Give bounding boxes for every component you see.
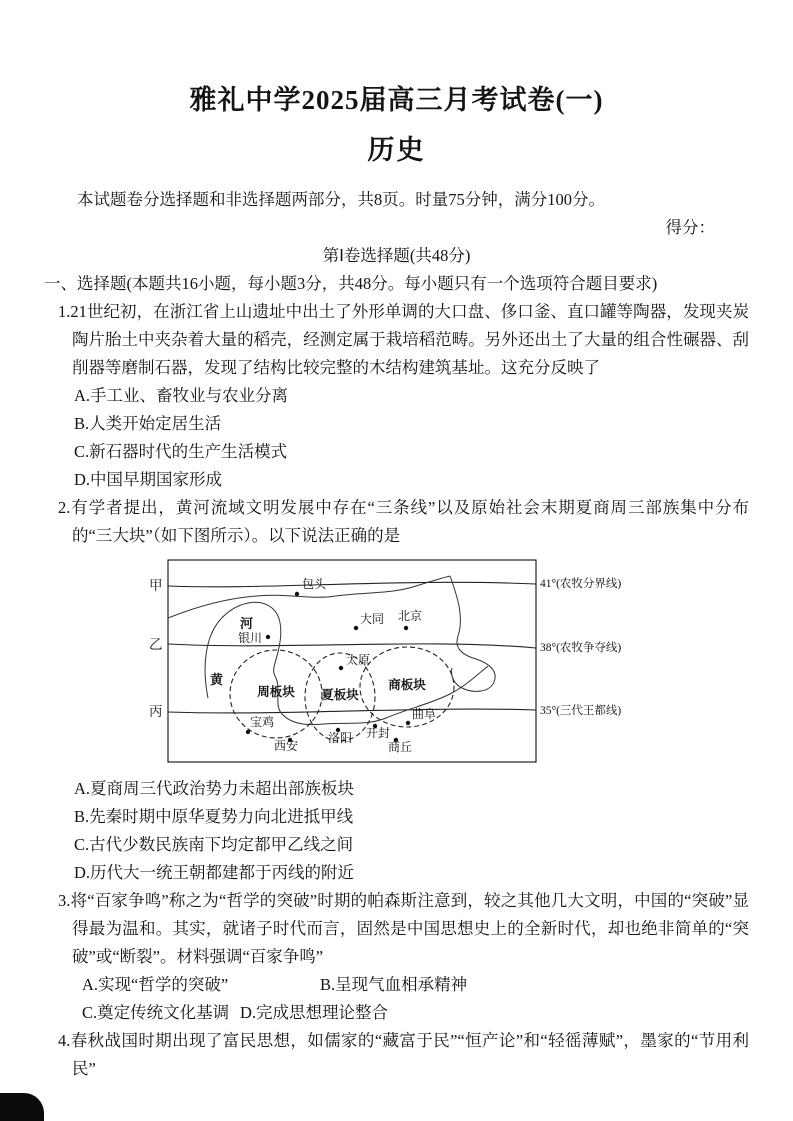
- dot-yinchuan: [266, 635, 270, 639]
- question-2: [44, 494, 749, 887]
- question-1-option-b: B.人类开始定居生活: [74, 414, 222, 433]
- exam-intro: 本试题卷分选择题和非选择题两部分，共8页。时量75分钟，满分100分。: [77, 190, 605, 209]
- map-figure: [144, 556, 646, 775]
- question-2-option-c: C.古代少数民族南下均定都甲乙线之间: [74, 835, 354, 854]
- question-1: [44, 298, 749, 494]
- question-4-stem: 4.春秋战国时期出现了富民思想，如儒家的“藏富于民”“恒产论”和“轻徭薄赋”，墨家的“节用利民”: [58, 1031, 749, 1078]
- question-3-option-d: D.完成思想理论整合: [240, 1003, 389, 1022]
- label-shang-block: 商板块: [388, 678, 426, 692]
- label-35-line: 35°(三代王都线): [540, 705, 622, 717]
- label-jia: 甲: [149, 578, 163, 593]
- label-river-he: 河: [240, 616, 254, 631]
- dot-qufu: [406, 721, 410, 725]
- label-baotou: 包头: [302, 577, 327, 591]
- question-1-option-a: A.手工业、畜牧业与农业分离: [74, 386, 289, 405]
- question-2-option-d: D.历代大一统王朝都建都于丙线的附近: [74, 863, 355, 882]
- score-label: 得分：: [665, 218, 715, 237]
- question-3-stem: 3.将“百家争鸣”称之为“哲学的突破”时期的帕森斯注意到，较之其他几大文明，中国的“突破”显得最为温和。其实，就诸子时代而言，固然是中国思想史上的全新时代，却也绝非简单的“突破”或“断裂”。材料强调“百家争鸣”: [58, 891, 749, 966]
- label-kaifeng: 开封: [366, 726, 391, 740]
- coastline: [450, 576, 495, 691]
- label-bing: 丙: [149, 704, 163, 719]
- question-3-option-c: C.奠定传统文化基调: [82, 1003, 230, 1022]
- question-3-options-row-2: [44, 999, 749, 1027]
- line-yi: [168, 644, 536, 648]
- label-shangqiu: 商丘: [388, 740, 413, 754]
- question-3-option-b: B.呈现气血相承精神: [320, 975, 468, 994]
- dot-datong: [354, 626, 358, 630]
- question-1-stem: 1.21世纪初，在浙江省上山遗址中出土了外形单调的大口盘、侈口釜、直口罐等陶器，发现夹炭陶片胎土中夹杂着大量的稻壳，经测定属于栽培稻范畴。另外还出土了大量的组合性碾器、刮削器等磨制石器，发现了结构比较完整的木结构建筑基址。这充分反映了: [58, 302, 749, 377]
- dot-taiyuan: [339, 666, 343, 670]
- question-3-options-row-1: [44, 971, 749, 999]
- label-yi: 乙: [149, 637, 163, 652]
- label-luoyang: 洛阳: [328, 731, 353, 745]
- label-41-line: 41°(农牧分界线): [540, 578, 622, 590]
- dot-beijing: [404, 626, 408, 630]
- line-bing: [168, 709, 536, 713]
- label-river-huang: 黄: [210, 672, 224, 687]
- exam-subject: 历史: [367, 135, 426, 165]
- label-qufu: 曲阜: [412, 707, 437, 721]
- section-instruction: 一、选择题(本题共16小题，每小题3分，共48分。每小题只有一个选项符合题目要求): [44, 274, 658, 293]
- question-3-option-a: A.实现“哲学的突破”: [82, 975, 229, 994]
- label-taiyuan: 太原: [346, 653, 371, 667]
- label-yinchuan: 银川: [238, 631, 263, 645]
- question-2-option-b: B.先秦时期中原华夏势力向北进抵甲线: [74, 807, 354, 826]
- label-beijing: 北京: [398, 609, 423, 623]
- label-datong: 大同: [360, 612, 385, 626]
- dot-baoji: [246, 730, 250, 734]
- line-jia: [168, 582, 536, 587]
- question-4: [44, 1027, 749, 1083]
- exam-title: 雅礼中学2025届高三月考试卷(一): [189, 85, 604, 115]
- label-xian: 西安: [274, 739, 299, 753]
- question-1-option-d: D.中国早期国家形成: [74, 470, 223, 489]
- label-zhou-block: 周板块: [257, 685, 295, 699]
- question-1-option-c: C.新石器时代的生产生活模式: [74, 442, 288, 461]
- label-baoji: 宝鸡: [250, 715, 275, 729]
- label-xia-block: 夏板块: [321, 688, 359, 702]
- label-38-line: 38°(农牧争夺线): [540, 642, 622, 654]
- question-2-stem: 2.有学者提出，黄河流域文明发展中存在“三条线”以及原始社会末期夏商周三部族集中分布的“三大块”（如下图所示）。以下说法正确的是: [58, 498, 749, 545]
- scan-artifact: [0, 1093, 44, 1121]
- yellow-river-map: [144, 556, 646, 770]
- dot-baotou: [295, 592, 299, 596]
- question-3: [44, 887, 749, 1027]
- question-2-option-a: A.夏商周三代政治势力未超出部族板块: [74, 779, 355, 798]
- section-title: 第Ⅰ卷选择题(共48分): [322, 246, 471, 265]
